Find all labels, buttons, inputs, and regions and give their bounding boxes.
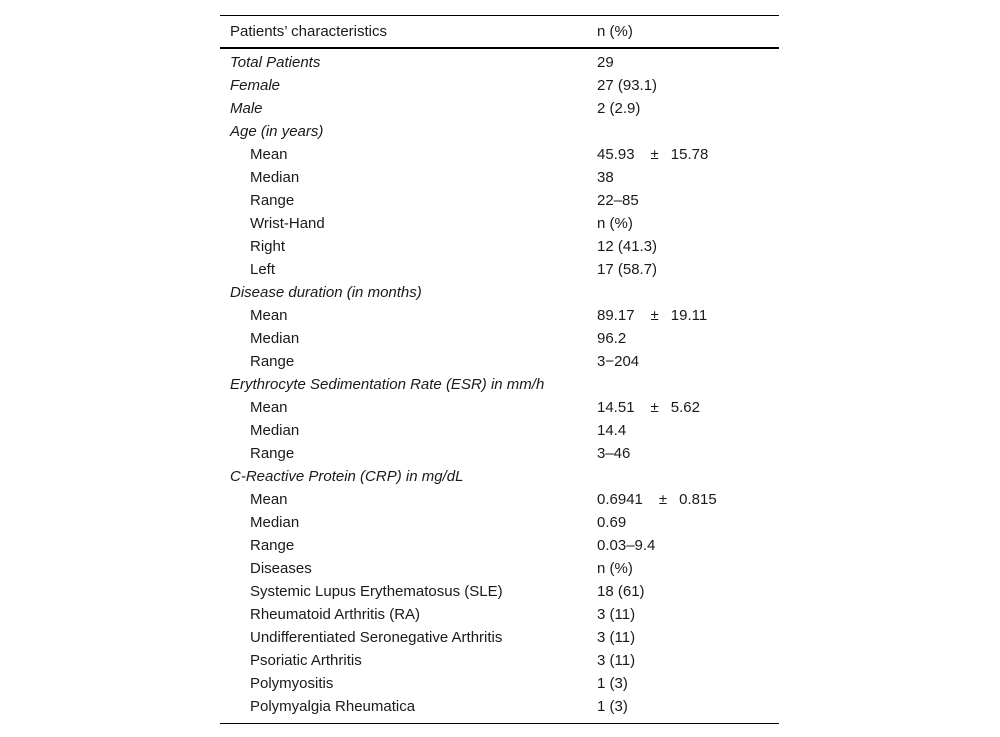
plus-minus-sign: ±	[658, 491, 668, 508]
sd-value: 0.815	[679, 491, 717, 508]
row-label: Psoriatic Arthritis	[250, 652, 362, 669]
row-label: Median	[250, 169, 300, 186]
row-label: Erythrocyte Sedimentation Rate (ESR) in mm/h	[230, 376, 545, 393]
row-value: 12 (41.3)	[597, 238, 658, 255]
row-value: 96.2	[597, 330, 627, 347]
table-row	[220, 649, 779, 672]
row-label: Disease duration (in months)	[230, 284, 422, 301]
table-row	[220, 143, 779, 166]
row-value: 3−204	[597, 353, 640, 370]
row-label: Polymyalgia Rheumatica	[250, 698, 416, 715]
row-label: Rheumatoid Arthritis (RA)	[250, 606, 421, 623]
row-value: 1 (3)	[597, 675, 628, 692]
table-row	[220, 626, 779, 649]
table-row	[220, 580, 779, 603]
row-label: Mean	[250, 491, 288, 508]
table-body	[220, 51, 779, 718]
sd-value: 15.78	[670, 146, 709, 163]
row-value: 0.03–9.4	[597, 537, 656, 554]
row-label: Median	[250, 422, 300, 439]
row-value: 3 (11)	[597, 652, 636, 669]
row-label: Diseases	[250, 560, 312, 577]
mean-value: 45.93	[597, 146, 635, 163]
row-label: Range	[250, 445, 295, 462]
row-label: Range	[250, 537, 295, 554]
row-value: 22–85	[597, 192, 639, 209]
header-n-percent: n (%)	[597, 23, 633, 40]
row-label: Median	[250, 514, 300, 531]
plus-minus-sign: ±	[650, 307, 659, 324]
row-label: Undifferentiated Seronegative Arthritis	[250, 629, 503, 646]
row-label: Male	[230, 100, 263, 117]
row-value	[597, 143, 779, 166]
table-row	[220, 396, 779, 419]
mean-value: 89.17	[597, 307, 635, 324]
table-row	[220, 465, 779, 488]
table-row	[220, 327, 779, 350]
row-value	[597, 396, 779, 419]
row-value: 38	[597, 169, 614, 186]
row-label: Age (in years)	[230, 123, 324, 140]
table-row	[220, 557, 779, 580]
table-row	[220, 672, 779, 695]
table-header-row	[220, 16, 779, 47]
row-value: 17 (58.7)	[597, 261, 658, 278]
table-row	[220, 603, 779, 626]
table-row	[220, 235, 779, 258]
row-value: 3 (11)	[597, 629, 636, 646]
row-label: C-Reactive Protein (CRP) in mg/dL	[230, 468, 464, 485]
row-value: n (%)	[597, 560, 633, 577]
row-label: Median	[250, 330, 300, 347]
row-value: 1 (3)	[597, 698, 628, 715]
mean-value: 0.6941	[597, 491, 643, 508]
row-label: Total Patients	[230, 54, 321, 71]
row-value	[597, 304, 779, 327]
row-value: 27 (93.1)	[597, 77, 658, 94]
row-label: Mean	[250, 399, 288, 416]
table-row	[220, 534, 779, 557]
row-value: 29	[597, 54, 614, 71]
row-label: Systemic Lupus Erythematosus (SLE)	[250, 583, 503, 600]
table-row	[220, 695, 779, 718]
row-value: 0.69	[597, 514, 627, 531]
row-label: Range	[250, 192, 295, 209]
row-value: 3–46	[597, 445, 631, 462]
table-row	[220, 97, 779, 120]
row-label: Range	[250, 353, 295, 370]
row-label: Female	[230, 77, 281, 94]
patient-characteristics-table	[220, 15, 779, 724]
table-row	[220, 373, 779, 396]
sd-value: 5.62	[670, 399, 700, 416]
row-label: Right	[250, 238, 286, 255]
row-value: 14.4	[597, 422, 627, 439]
table-row	[220, 258, 779, 281]
table-row	[220, 166, 779, 189]
table-row	[220, 51, 779, 74]
row-value: n (%)	[597, 215, 633, 232]
row-label: Mean	[250, 146, 288, 163]
row-value: 2 (2.9)	[597, 100, 641, 117]
table-row	[220, 511, 779, 534]
plus-minus-sign: ±	[650, 146, 659, 163]
row-value: 18 (61)	[597, 583, 645, 600]
table-row	[220, 74, 779, 97]
table-row	[220, 281, 779, 304]
row-value: 3 (11)	[597, 606, 636, 623]
table-row	[220, 212, 779, 235]
table-row	[220, 304, 779, 327]
row-value	[597, 488, 779, 511]
plus-minus-sign: ±	[650, 399, 659, 416]
table-row	[220, 488, 779, 511]
table-bottom-rule	[220, 723, 779, 724]
table-row	[220, 120, 779, 143]
header-characteristics: Patients’ characteristics	[230, 23, 388, 40]
table-row	[220, 189, 779, 212]
table-row	[220, 419, 779, 442]
row-label: Left	[250, 261, 276, 278]
row-label: Polymyositis	[250, 675, 334, 692]
row-label: Wrist-Hand	[250, 215, 325, 232]
table-row	[220, 350, 779, 373]
mean-value: 14.51	[597, 399, 635, 416]
row-label: Mean	[250, 307, 288, 324]
table-row	[220, 442, 779, 465]
sd-value: 19.11	[670, 307, 708, 324]
